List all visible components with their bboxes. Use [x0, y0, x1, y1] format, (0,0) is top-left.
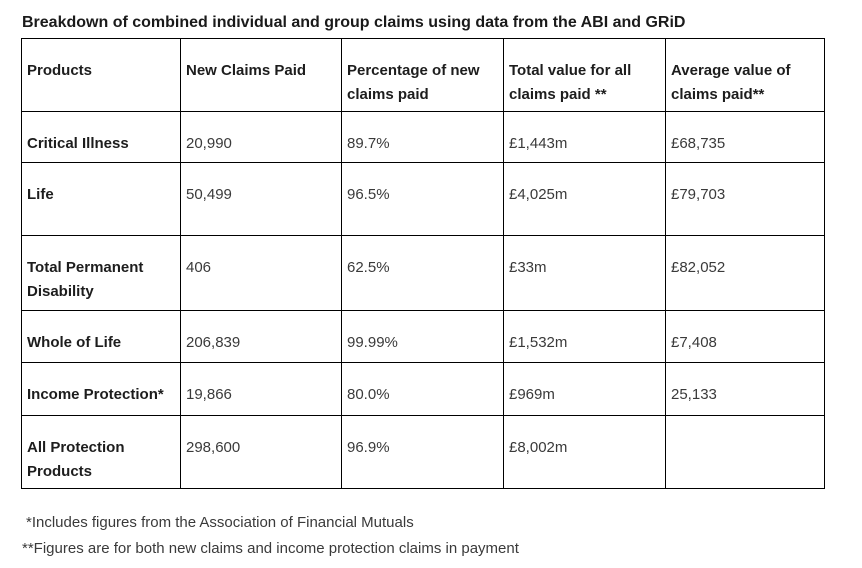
claims-table	[21, 38, 825, 489]
table-cell: 99.99%	[342, 311, 504, 363]
column-header-total-value-for-all-claims-paid: Total value for all claims paid **	[504, 39, 666, 112]
table-cell: £969m	[504, 363, 666, 416]
table-cell: 206,839	[181, 311, 342, 363]
table-cell: 89.7%	[342, 112, 504, 163]
table-cell	[666, 416, 825, 489]
table-cell: £1,443m	[504, 112, 666, 163]
table-cell: 62.5%	[342, 236, 504, 311]
header-row	[22, 39, 825, 112]
row-header: Total Permanent Disability	[22, 236, 181, 311]
table-title: Breakdown of combined individual and group claims using data from the ABI and GRiD	[22, 14, 686, 31]
table-cell: £82,052	[666, 236, 825, 311]
table-cell: 96.5%	[342, 163, 504, 236]
table-cell: 19,866	[181, 363, 342, 416]
table-row-critical-illness	[22, 112, 825, 163]
footnotes	[21, 510, 862, 562]
row-header: All Protection Products	[22, 416, 181, 489]
row-header: Life	[22, 163, 181, 236]
table-row-all-protection-products	[22, 416, 825, 489]
table-cell: £7,408	[666, 311, 825, 363]
table-cell: 20,990	[181, 112, 342, 163]
table-cell: 80.0%	[342, 363, 504, 416]
column-header-average-value-of-claims-paid: Average value of claims paid**	[666, 39, 825, 112]
table-cell: £8,002m	[504, 416, 666, 489]
column-header-products: Products	[22, 39, 181, 112]
footnote-financial-mutuals: *Includes figures from the Association of Financial Mutuals	[26, 514, 414, 531]
row-header: Critical Illness	[22, 112, 181, 163]
row-header: Income Protection*	[22, 363, 181, 416]
table-cell: £33m	[504, 236, 666, 311]
column-header-new-claims-paid: New Claims Paid	[181, 39, 342, 112]
table-row-life	[22, 163, 825, 236]
table-cell: 298,600	[181, 416, 342, 489]
footnote-claims-in-payment: **Figures are for both new claims and income protection claims in payment	[22, 540, 519, 557]
table-cell: £68,735	[666, 112, 825, 163]
table-cell: 96.9%	[342, 416, 504, 489]
table-cell: 50,499	[181, 163, 342, 236]
table-cell: £4,025m	[504, 163, 666, 236]
table-cell: £79,703	[666, 163, 825, 236]
column-header-percentage-of-new-claims-paid: Percentage of new claims paid	[342, 39, 504, 112]
table-cell: £1,532m	[504, 311, 666, 363]
table-cell: 406	[181, 236, 342, 311]
table-cell: 25,133	[666, 363, 825, 416]
table-row-total-permanent-disability	[22, 236, 825, 311]
table-row-income-protection	[22, 363, 825, 416]
table-row-whole-of-life	[22, 311, 825, 363]
row-header: Whole of Life	[22, 311, 181, 363]
